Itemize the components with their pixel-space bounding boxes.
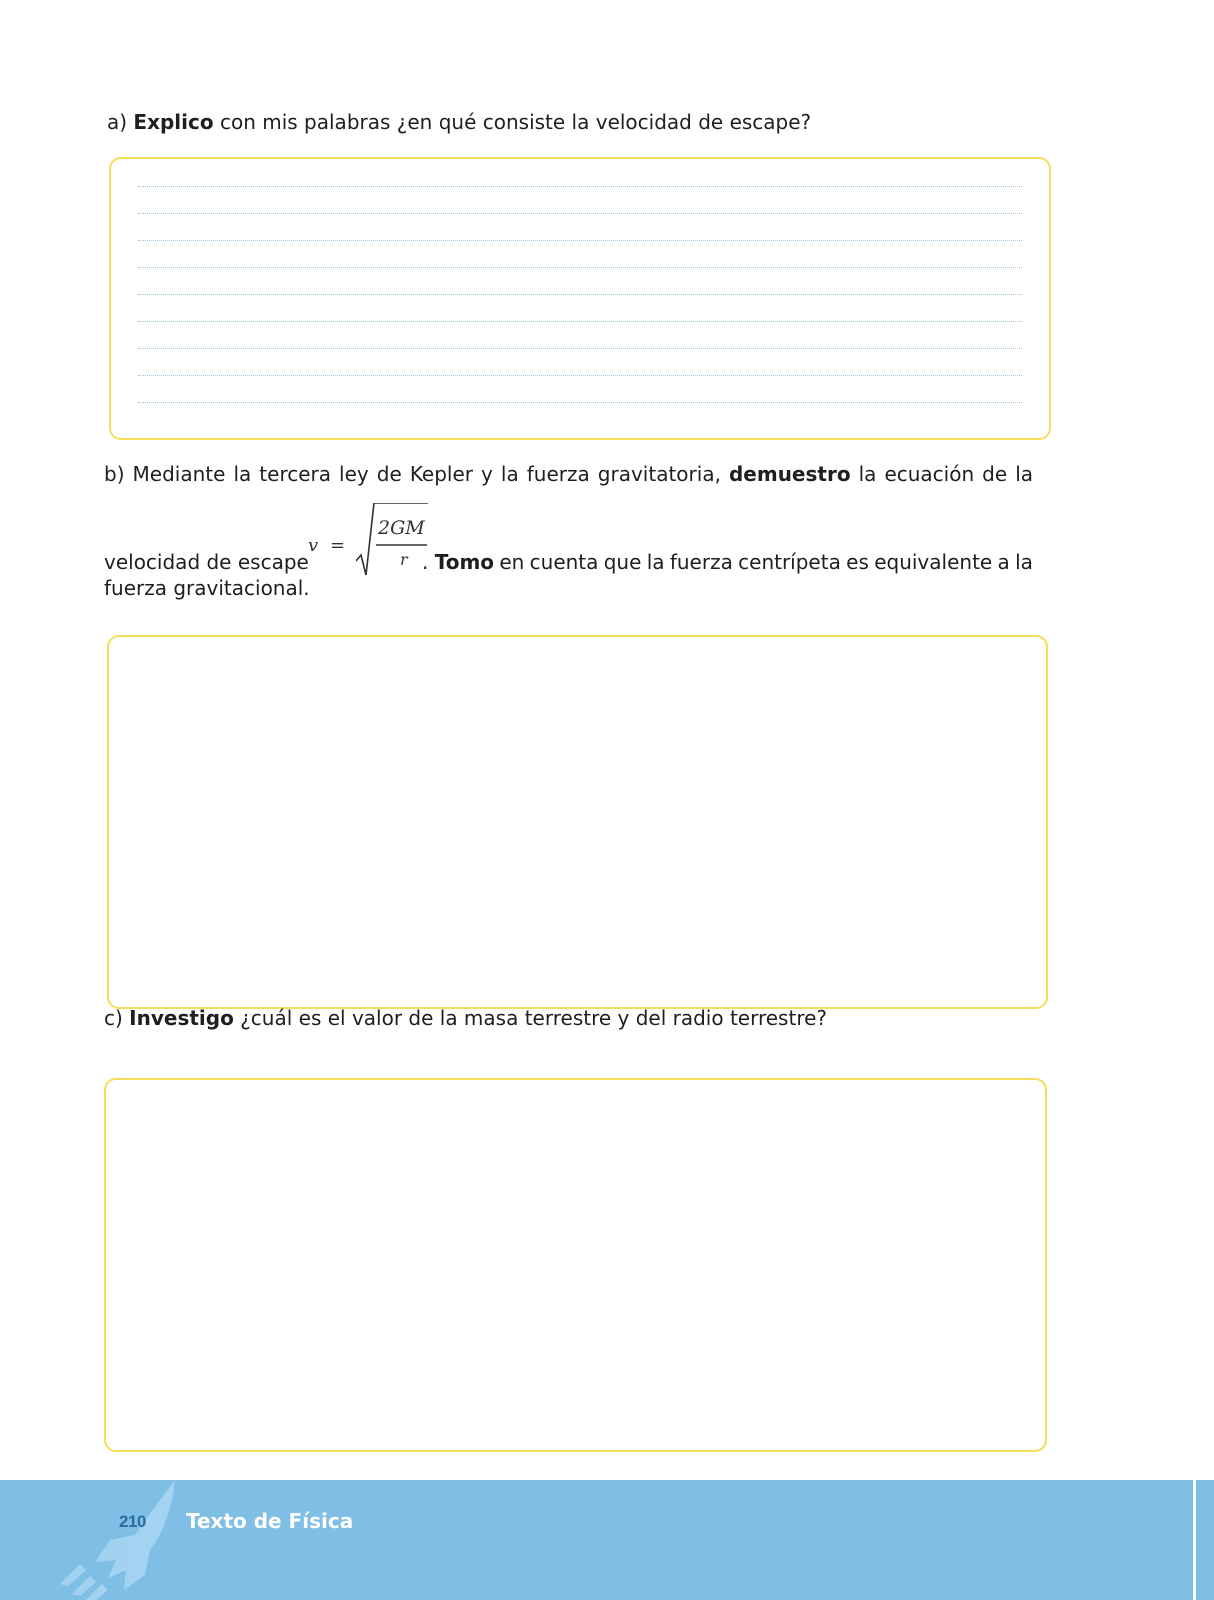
word: tercera bbox=[259, 462, 332, 486]
word: la bbox=[233, 462, 252, 486]
word: la bbox=[500, 462, 519, 486]
escape-velocity-formula bbox=[308, 503, 430, 583]
word: la bbox=[646, 550, 665, 574]
page-number: 210 bbox=[119, 1512, 146, 1531]
word: centrípeta bbox=[738, 550, 841, 574]
word: a bbox=[997, 550, 1010, 574]
word: de bbox=[982, 462, 1008, 486]
question-b-verb: demuestro bbox=[728, 462, 851, 486]
word: gravitatoria, bbox=[597, 462, 721, 486]
question-b-line-3: fuerza gravitacional. bbox=[104, 576, 310, 600]
question-c bbox=[104, 1005, 827, 1031]
writing-line bbox=[138, 348, 1022, 349]
tomo-group bbox=[422, 549, 494, 575]
word: la bbox=[858, 462, 877, 486]
writing-line bbox=[138, 375, 1022, 376]
sqrt-icon bbox=[356, 503, 430, 583]
formula-equals: = bbox=[330, 535, 346, 556]
question-a-text: con mis palabras ¿en qué consiste la velocidad de escape? bbox=[213, 110, 812, 134]
writing-line bbox=[138, 402, 1022, 403]
question-b-verb-2: Tomo bbox=[434, 550, 495, 574]
question-b-line-2-start: velocidad de escape bbox=[104, 550, 309, 574]
word: Mediante bbox=[132, 462, 226, 486]
word: ley bbox=[339, 462, 369, 486]
word: cuenta bbox=[529, 550, 599, 574]
word: en bbox=[499, 550, 525, 574]
writing-line bbox=[138, 213, 1022, 214]
writing-line bbox=[138, 240, 1022, 241]
word: equivalente bbox=[874, 550, 993, 574]
writing-line bbox=[138, 321, 1022, 322]
writing-line bbox=[138, 267, 1022, 268]
question-a bbox=[107, 109, 811, 135]
answer-box-a[interactable] bbox=[109, 157, 1051, 440]
book-title: Texto de Física bbox=[186, 1509, 354, 1533]
question-a-verb: Explico bbox=[133, 110, 214, 134]
word: fuerza bbox=[669, 550, 733, 574]
answer-box-b[interactable] bbox=[107, 635, 1048, 1009]
word: la bbox=[1015, 550, 1033, 574]
word: b) bbox=[104, 462, 125, 486]
formula-numerator: 2GM bbox=[378, 517, 425, 539]
question-a-prefix: a) bbox=[107, 110, 134, 134]
word: ecuación bbox=[884, 462, 975, 486]
word: fuerza bbox=[526, 462, 590, 486]
writing-line bbox=[138, 294, 1022, 295]
writing-line bbox=[138, 186, 1022, 187]
question-c-verb: Investigo bbox=[129, 1006, 234, 1030]
answer-box-c[interactable] bbox=[104, 1078, 1047, 1452]
word: Kepler bbox=[409, 462, 474, 486]
rocket-icon bbox=[50, 1480, 190, 1600]
page-footer bbox=[0, 1480, 1214, 1600]
word: de bbox=[376, 462, 402, 486]
question-c-prefix: c) bbox=[104, 1006, 130, 1030]
question-b-line-2-end bbox=[422, 549, 1033, 575]
formula-lhs: v bbox=[308, 535, 319, 556]
word: que bbox=[603, 550, 642, 574]
question-b-line-1 bbox=[104, 461, 1033, 487]
word: la bbox=[1015, 462, 1034, 486]
question-c-text: ¿cuál es el valor de la masa terrestre y del radio terrestre? bbox=[233, 1006, 828, 1030]
period: . bbox=[422, 550, 435, 574]
word: y bbox=[481, 462, 493, 486]
formula-denominator: r bbox=[400, 550, 408, 569]
footer-edge-band bbox=[1196, 1480, 1214, 1600]
word: es bbox=[846, 550, 869, 574]
